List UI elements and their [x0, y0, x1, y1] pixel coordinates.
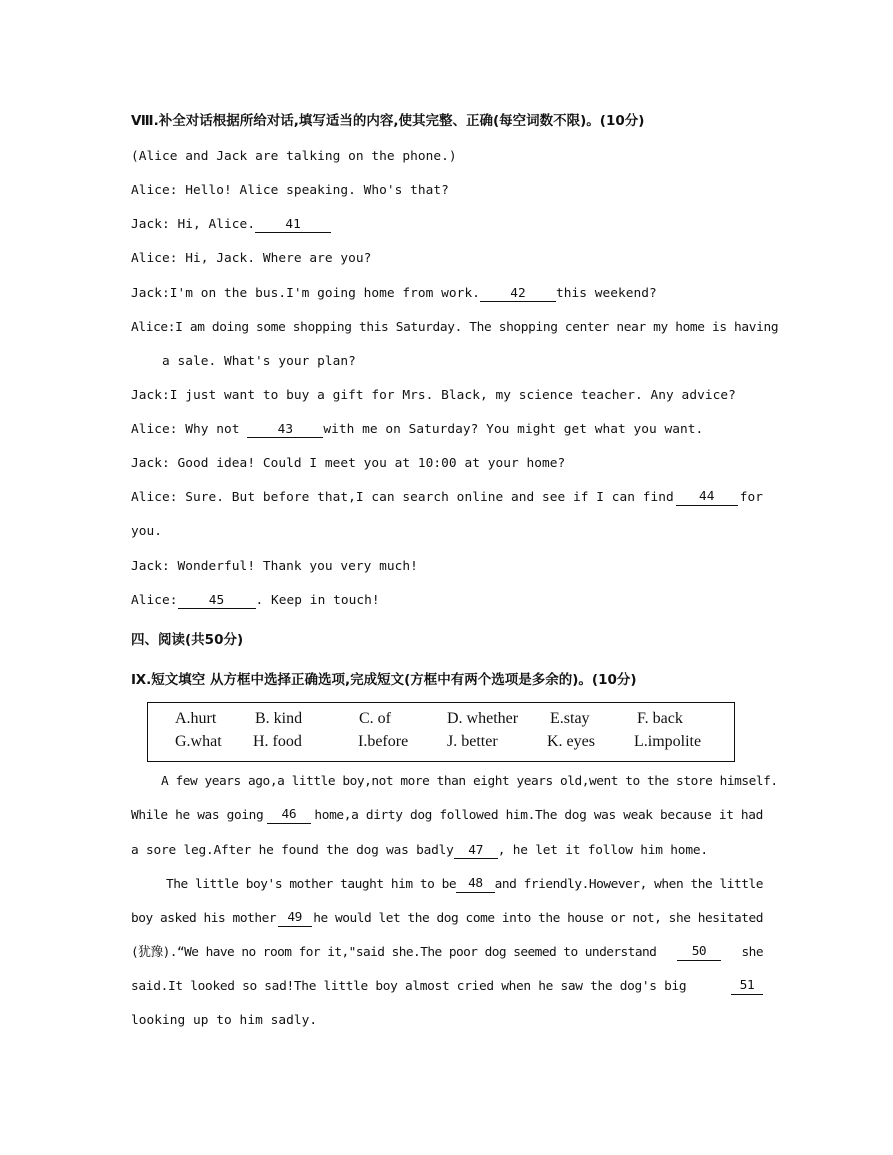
dialogue-text: Alice: Why not — [131, 422, 240, 437]
dialogue-text: Jack:I'm on the bus.I'm going home from work. — [131, 286, 480, 301]
section-9-heading: Ⅸ.短文填空 从方框中选择正确选项,完成短文(方框中有两个选项是多余的)。(10分) — [131, 672, 637, 688]
passage-line — [131, 979, 763, 995]
dialogue-line — [131, 490, 763, 506]
blank-51[interactable]: 51 — [731, 979, 763, 995]
dialogue-text: Jack: Hi, Alice. — [131, 217, 256, 232]
passage-text: he would let the dog come into the house or not, she hesitated — [313, 911, 763, 926]
dialogue-line — [131, 593, 380, 609]
passage-text: a sore leg.After he found the dog was badly — [131, 843, 454, 858]
passage-text: said.It looked so sad!The little boy almost cried when he saw the dog's big — [131, 979, 687, 994]
blank-43[interactable]: 43 — [247, 423, 323, 438]
options-box — [147, 702, 735, 762]
passage-text: and friendly.However, when the little — [494, 877, 763, 892]
dialogue-line: Alice: Hi, Jack. Where are you? — [131, 251, 372, 266]
dialogue-text: Alice: Sure. But before that,I can search online and see if I can find — [131, 490, 674, 505]
part-4-heading: 四、阅读(共50分) — [131, 632, 244, 648]
passage-text: (犹豫).“We have no room for it,"said she.The poor dog seemed to understand — [131, 945, 657, 960]
dialogue-text: Alice: — [131, 593, 178, 608]
dialogue-text: this weekend? — [555, 286, 657, 301]
blank-50[interactable]: 50 — [677, 945, 721, 961]
option-c: C. of — [359, 710, 391, 727]
option-e: E.stay — [550, 710, 590, 727]
section-8-heading: Ⅷ.补全对话根据所给对话,填写适当的内容,使其完整、正确(每空词数不限)。(10分) — [131, 113, 645, 129]
dialogue-line: Jack: Good idea! Could I meet you at 10:00 at your home? — [131, 456, 566, 471]
dialogue-line: Alice:I am doing some shopping this Saturday. The shopping center near my home is having — [131, 320, 779, 335]
option-k: K. eyes — [547, 733, 595, 750]
option-f: F. back — [637, 710, 683, 727]
option-l: L.impolite — [634, 733, 702, 750]
passage-line: A few years ago,a little boy,not more than eight years old,went to the store himself. — [161, 774, 778, 789]
option-j: J. better — [447, 733, 498, 750]
passage-text: boy asked his mother — [131, 911, 277, 926]
option-a: A.hurt — [175, 710, 217, 727]
dialogue-line: Jack:I just want to buy a gift for Mrs. Black, my science teacher. Any advice? — [131, 388, 736, 403]
passage-line — [131, 911, 763, 927]
passage-text: While he was going — [131, 808, 264, 823]
blank-41[interactable]: 41 — [255, 218, 331, 233]
dialogue-line: you. — [131, 524, 163, 539]
blank-48[interactable]: 48 — [456, 877, 494, 893]
passage-line — [131, 945, 763, 961]
passage-text: The little boy's mother taught him to be — [166, 877, 457, 892]
option-d: D. whether — [447, 710, 519, 727]
option-g: G.what — [175, 733, 222, 750]
dialogue-line: Alice: Hello! Alice speaking. Who's that? — [131, 183, 449, 198]
passage-line — [131, 843, 708, 859]
dialogue-intro: (Alice and Jack are talking on the phone.) — [131, 149, 457, 164]
dialogue-text: for — [739, 490, 763, 505]
option-b: B. kind — [255, 710, 303, 727]
passage-line: looking up to him sadly. — [131, 1013, 318, 1028]
option-h: H. food — [253, 733, 302, 750]
blank-45[interactable]: 45 — [178, 594, 256, 609]
passage-text: she — [741, 945, 763, 960]
dialogue-text: . Keep in touch! — [255, 593, 380, 608]
dialogue-line — [131, 217, 331, 233]
option-i: I.before — [358, 733, 409, 750]
dialogue-line — [131, 422, 703, 438]
passage-line — [166, 877, 763, 893]
blank-42[interactable]: 42 — [480, 287, 556, 302]
blank-49[interactable]: 49 — [278, 911, 312, 927]
blank-47[interactable]: 47 — [454, 844, 498, 859]
passage-text: , he let it follow him home. — [497, 843, 708, 858]
dialogue-line — [131, 286, 657, 302]
dialogue-text: with me on Saturday? You might get what you want. — [323, 422, 704, 437]
dialogue-line: Jack: Wonderful! Thank you very much! — [131, 559, 418, 574]
dialogue-line: a sale. What's your plan? — [162, 354, 356, 369]
blank-46[interactable]: 46 — [267, 808, 311, 824]
passage-line — [131, 808, 763, 824]
passage-text: home,a dirty dog followed him.The dog was weak because it had — [314, 808, 763, 823]
blank-44[interactable]: 44 — [676, 490, 738, 506]
